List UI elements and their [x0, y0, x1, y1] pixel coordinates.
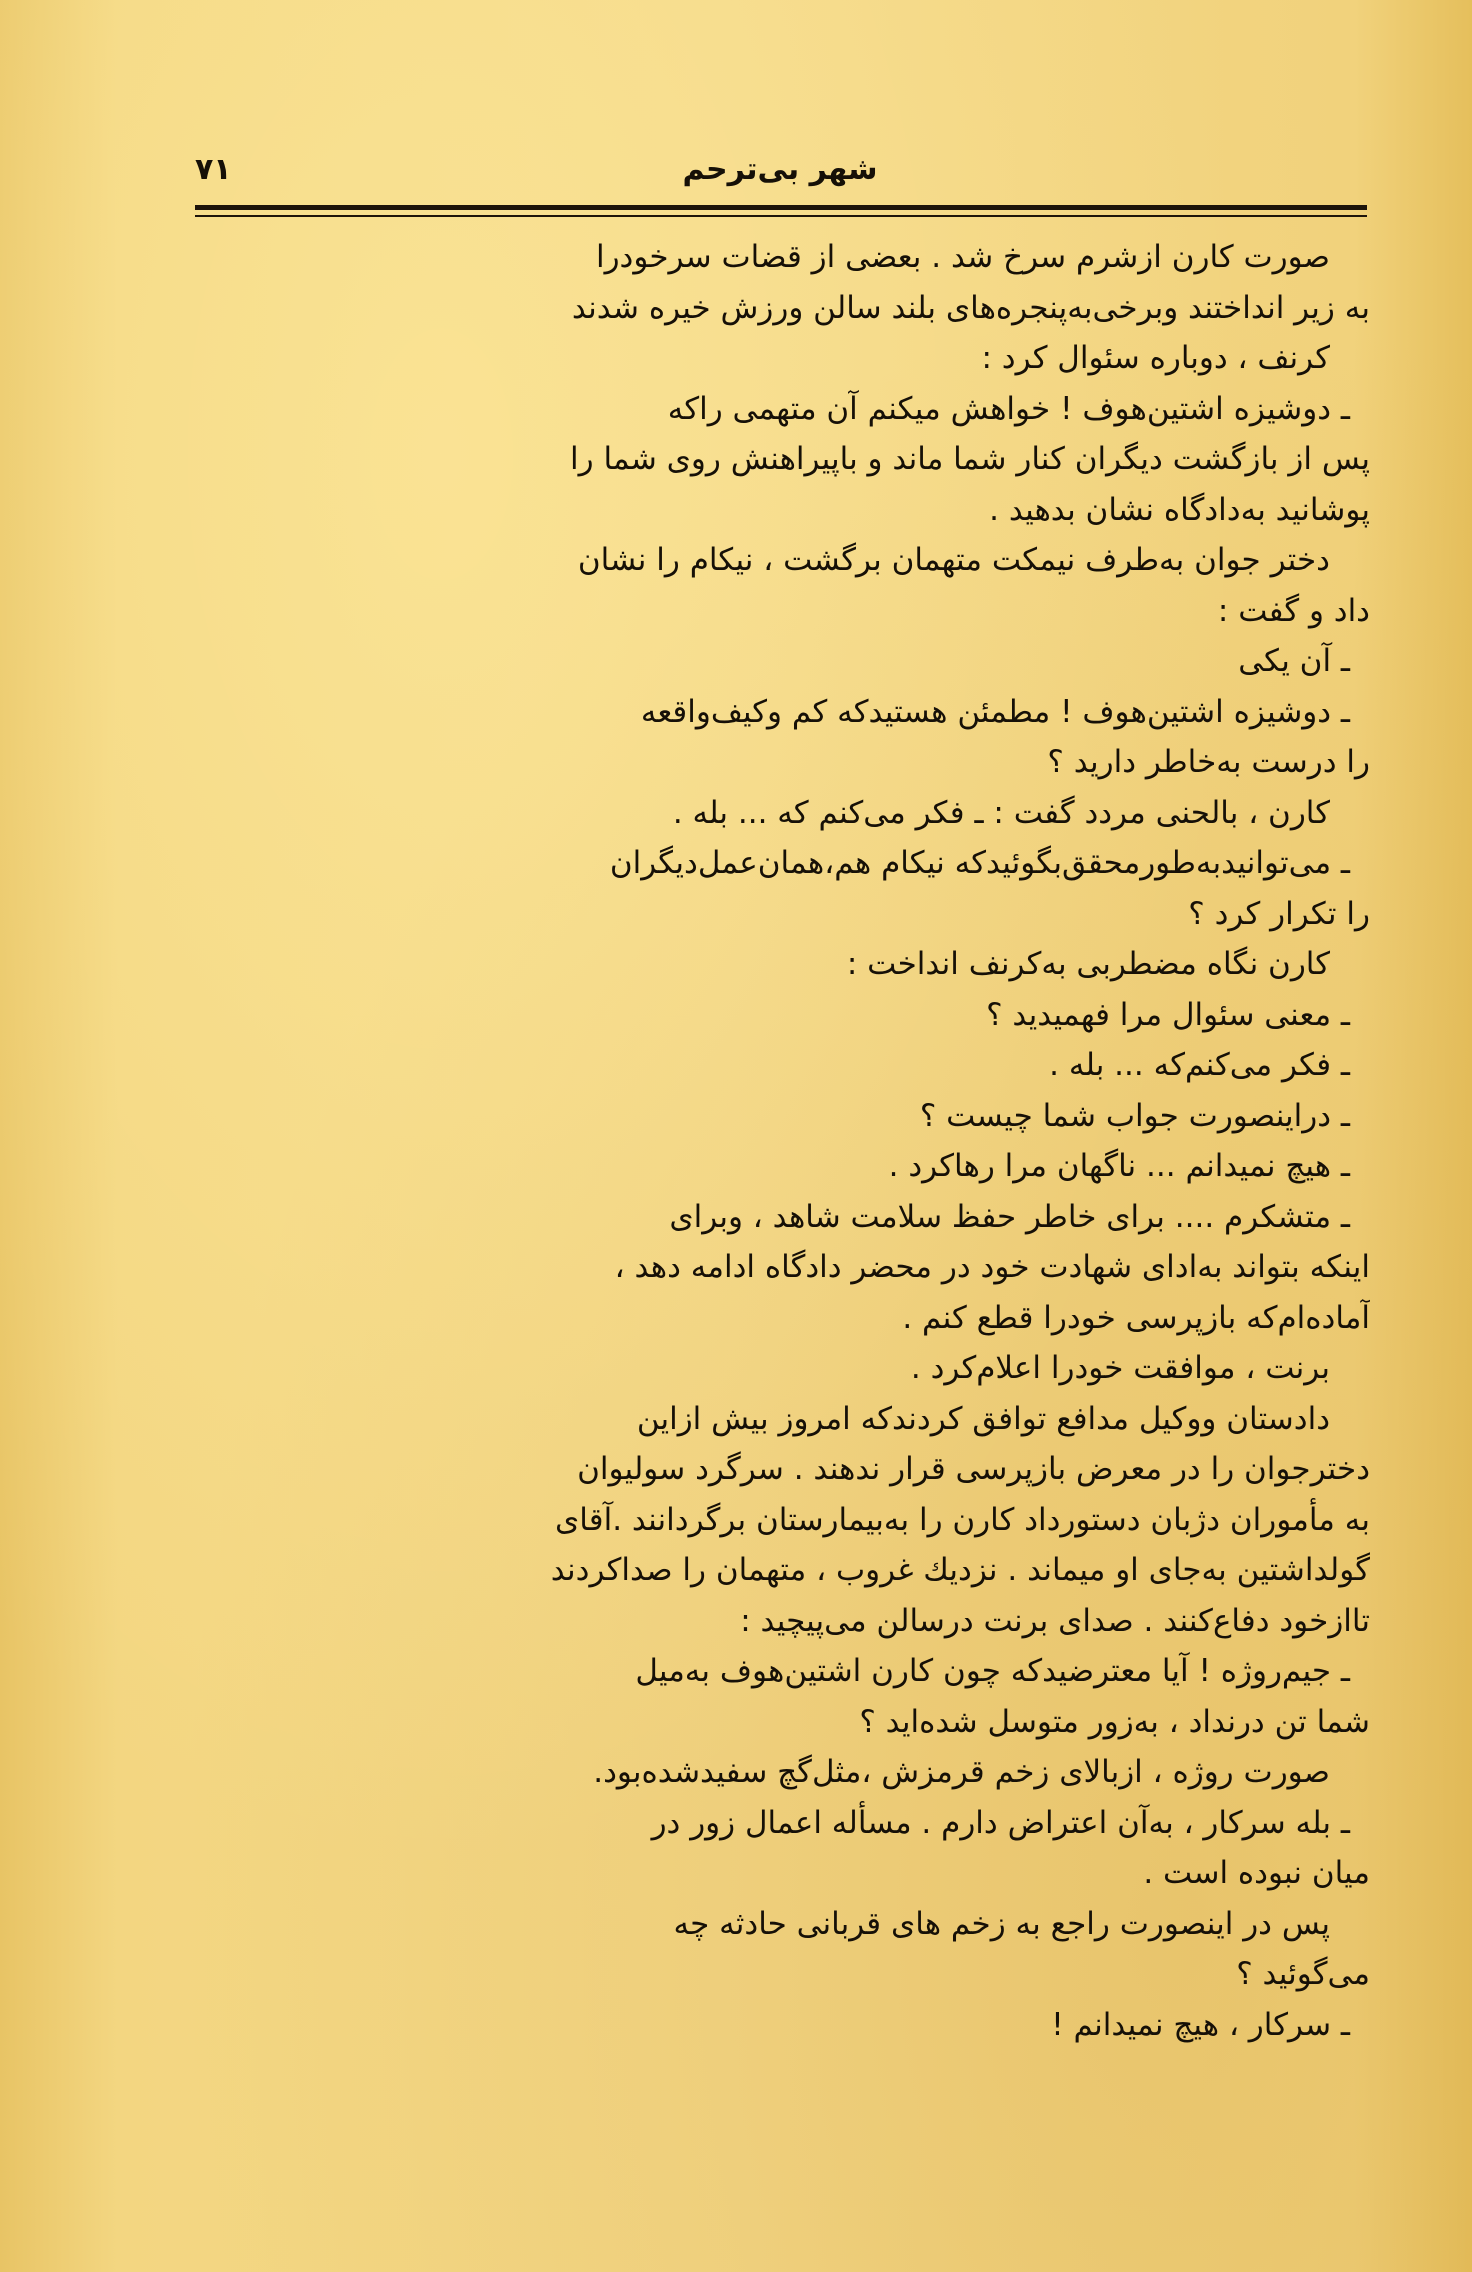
text-line: را درست به‌خاطر دارید ؟ — [1047, 744, 1370, 780]
text-line: ـ دراینصورت جواب شما چیست ؟ — [919, 1097, 1350, 1134]
text-line: کرنف ، دوباره سئوال کرد : — [981, 340, 1330, 376]
text-line: گولداشتین به‌جای او میماند . نزدیك غروب ، متهمان را صداکردند — [550, 1552, 1370, 1588]
text-line: ـ بله سرکار ، به‌آن اعتراض دارم . مسأله اعمال زور در — [651, 1804, 1350, 1841]
text-line: ـ فکر می‌کنم‌که ... بله . — [1049, 1047, 1350, 1083]
page-number: ۷۱ — [195, 152, 232, 187]
text-line: ـ جیم‌روژه ! آیا معترضیدکه چون کارن اشتین‌هوف به‌میل — [635, 1653, 1350, 1689]
text-line: صورت کارن ازشرم سرخ شد . بعضی از قضات سرخودرا — [595, 239, 1330, 275]
text-line: ـ آن یکی — [1238, 643, 1350, 679]
text-line: ـ سرکار ، هیچ نمیدانم ! — [1051, 2006, 1350, 2043]
text-line: کارن نگاه مضطربی به‌کرنف انداخت : — [846, 946, 1330, 982]
text-line: شما تن درنداد ، به‌زور متوسل شده‌اید ؟ — [859, 1703, 1370, 1740]
text-line: ـ دوشیزه اشتین‌هوف ! خواهش میکنم آن متهمی راکه — [667, 390, 1350, 427]
text-line: ـ هیچ نمیدانم ... ناگهان مرا رهاکرد . — [888, 1148, 1350, 1184]
body-text — [185, 232, 1370, 2050]
text-line: اینکه بتواند به‌ادای شهادت خود در محضر دادگاه ادامه دهد ، — [614, 1249, 1370, 1285]
text-line: دختر جوان به‌طرف نیمکت متهمان برگشت ، نیکام را نشان — [577, 542, 1330, 578]
text-line: را تکرار کرد ؟ — [1188, 895, 1370, 932]
text-line: به مأموران دژبان دستورداد کارن را به‌بیمارستان برگردانند .آقای — [555, 1501, 1370, 1538]
text-line: صورت روژه ، ازبالای زخم قرمزش ،مثل‌گچ سفیدشده‌بود. — [593, 1754, 1330, 1790]
text-line: دادستان ووکیل مدافع توافق کردندکه امروز بیش ازاین — [636, 1400, 1330, 1437]
text-line: تاازخود دفاع‌کنند . صدای برنت درسالن می‌پیچید : — [740, 1602, 1370, 1639]
text-line: ـ دوشیزه اشتین‌هوف ! مطمئن هستیدکه کم وکیف‌واقعه — [640, 693, 1350, 730]
text-line: به زیر انداختند وبرخی‌به‌پنجره‌های بلند سالن ورزش خیره شدند — [571, 289, 1370, 326]
header-rule-thick — [195, 205, 1367, 210]
text-line: پوشانید به‌دادگاه نشان بدهید . — [989, 491, 1370, 528]
page-header — [195, 150, 1365, 190]
text-line: می‌گوئید ؟ — [1236, 1956, 1370, 1992]
text-line: پس از بازگشت دیگران کنار شما ماند و باپیراهنش روی شما را — [570, 441, 1370, 477]
running-title: شهر بی‌ترحم — [682, 152, 878, 187]
text-line: پس در اینصورت راجع به زخم های قربانی حادثه چه — [673, 1905, 1330, 1942]
text-line: میان نبوده است . — [1143, 1855, 1370, 1891]
text-line: آماده‌ام‌که بازپرسی خودرا قطع کنم . — [902, 1299, 1370, 1336]
text-line: داد و گفت : — [1217, 592, 1370, 629]
text-line: ـ معنی سئوال مرا فهمیدید ؟ — [986, 996, 1350, 1033]
text-line: دخترجوان را در معرض بازپرسی قرار ندهند . سرگرد سولیوان — [577, 1451, 1370, 1487]
text-line: کارن ، بالحنی مردد گفت : ـ فکر می‌کنم که ... بله . — [672, 794, 1330, 831]
text-line: برنت ، موافقت خودرا اعلام‌کرد . — [910, 1350, 1330, 1386]
header-rule-thin — [195, 215, 1367, 217]
text-line: ـ می‌توانیدبه‌طورمحقق‌بگوئیدکه نیکام هم،همان‌عمل‌دیگران — [609, 845, 1350, 881]
text-line: ـ متشکرم .... برای خاطر حفظ سلامت شاهد ، وبرای — [669, 1198, 1350, 1235]
